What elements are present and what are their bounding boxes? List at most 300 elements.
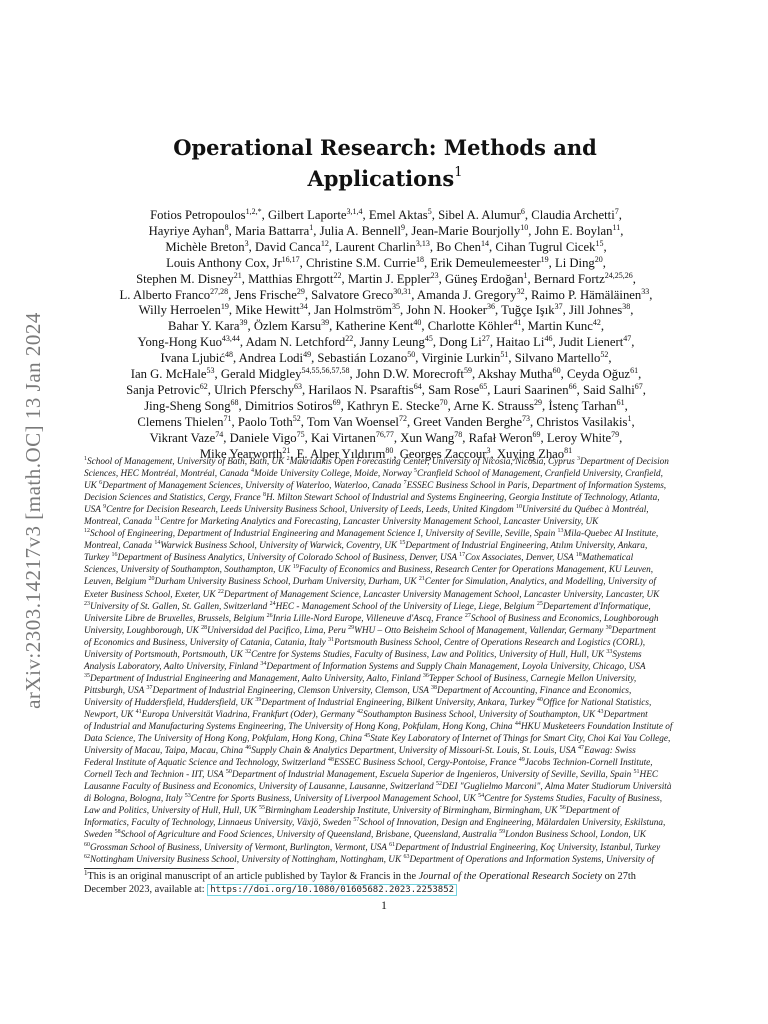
author-name: , Laurent Charlin [328,239,416,254]
author-affiliation-marker: 80 [385,445,394,455]
author-name: , Martin Kunc [521,319,593,334]
affiliation-text: Cox Associates, Denver, USA [465,553,576,564]
affiliation-text: Centre for Decision Research, Leeds University Business School, University of Leeds, Leeds, United Kingdom [106,505,516,516]
affiliation-line [84,504,687,516]
author-name: , Greet Vanden Berghe [406,414,523,429]
author-name: , Adam N. Letchford [239,335,346,350]
author-name: , Georges Zaccour [393,446,487,461]
author-name: , Haitao Li [489,335,545,350]
author-affiliation-marker: 74 [215,429,224,439]
author-affiliation-marker: 5 [427,207,432,216]
affiliation-line [84,697,687,709]
author-name: , Sebastián Lozano [311,351,408,366]
author-name: , [619,430,623,445]
affiliation-line [84,480,687,492]
affiliation-marker: 1 [84,456,87,462]
footnote-line-2 [84,883,688,897]
affiliation-text: Department of Industrial Engineering, Atılım University, Ankara, [405,541,648,552]
author-name: , Martin J. Eppler [341,271,431,286]
affiliation-line [84,781,687,793]
author-name: , [649,287,653,302]
author-affiliation-marker: 60 [552,366,561,376]
author-name: , [631,414,635,429]
author-affiliation-marker: 35 [391,302,400,312]
author-name: , [618,208,622,222]
author-name: Stephen M. Disney [136,271,234,286]
author-affiliation-marker: 65 [479,381,488,391]
arxiv-identifier [20,290,46,730]
affiliation-marker: 17 [459,552,466,559]
author-name: , Erik Demeulemeester [423,255,541,270]
author-name: , Li Ding [548,255,595,270]
author-affiliation-marker: 45 [424,334,433,344]
author-affiliation-marker: 73 [522,413,531,423]
author-name: , Matthias Ehrgott [241,271,334,286]
affiliation-text: Sciences, HEC Montréal, Montréal, Canada [84,469,251,480]
author-name: , Akshay Mutha [471,367,553,382]
author-affiliation-marker: 29 [534,397,543,407]
author-affiliation-marker: 79 [611,429,620,439]
author-affiliation-marker: 21 [282,445,291,455]
affiliation-marker: 34 [260,660,267,667]
affiliation-text: Tepper School of Business, Carnegie Mellon University, [428,673,637,684]
affiliation-marker: 12 [84,528,90,535]
affiliation-marker: 8 [262,492,266,499]
affiliation-text: Departement d'Informatique, [542,601,651,612]
author-name: , [624,398,628,413]
author-affiliation-marker: 38 [622,302,631,312]
affiliation-marker: 32 [245,648,252,655]
footnote-line-1 [84,870,688,883]
affiliation-marker: 31 [328,636,335,643]
affiliation-marker: 33 [606,648,613,655]
affiliation-text: ESSEC Business School, Cergy-Pontoise, France [333,758,519,769]
affiliation-text: Mila-Quebec AI Institute, [563,529,659,540]
author-affiliation-marker: 6 [520,207,525,216]
author-affiliation-marker: 11 [612,222,621,232]
affiliation-text: University of Portsmouth, Portsmouth, UK [84,649,246,660]
title-text: Applications [307,166,455,191]
author-name: , Katherine Kent [329,319,414,334]
author-name: , Ulrich Pferschy [207,382,295,397]
author-affiliation-marker: 63 [294,381,303,391]
author-name: , Emel Aktas [362,208,428,222]
affiliation-marker: 29 [348,624,355,631]
affiliation-line [84,817,687,829]
footnote-available: December 2023, available at: [84,884,208,895]
author-affiliation-marker: 22 [333,270,342,280]
affiliation-line [84,528,687,540]
footnote-date: on 27th [602,871,636,882]
affiliation-text: Department of Decision [580,457,669,467]
author-name: Michèle Breton [165,239,245,254]
affiliation-text: Department of Management Sciences, University of Waterloo, Waterloo, Canada [102,481,404,492]
affiliation-marker: 42 [356,708,363,715]
affiliation-marker: 28 [201,624,208,631]
affiliation-text: School of Management, University of Bath, Bath, UK [87,457,287,467]
author-affiliation-marker: 27,28 [210,286,229,296]
author-name: , Paolo Toth [231,414,293,429]
affiliation-line [84,673,687,685]
author-affiliation-marker: 49 [303,350,312,360]
affiliation-text: Department of Industrial Engineering, Clemson University, Clemson, USA [152,685,432,696]
affiliation-text: Cranfield School of Management, Cranfield University, Cranfield, [417,469,663,480]
author-line [78,319,694,335]
author-affiliation-marker: 14 [481,238,490,248]
affiliation-line [84,564,687,576]
author-affiliation-marker: 39 [321,318,330,328]
affiliation-text: Analysis Laboratory, Aalto University, Finland [84,661,261,672]
author-name: , [630,303,634,318]
affiliation-line [84,661,687,673]
affiliation-text: Inria Lille-Nord Europe, Villeneuve d'Ascq, France [272,613,465,624]
author-affiliation-marker: 76,77 [375,429,394,439]
affiliation-text: Montreal, Canada [84,517,155,528]
author-name: , Sam Rose [421,382,480,397]
affiliation-marker: 23 [84,600,90,607]
affiliation-text: State Key Laboratory of Internet of Things for Smart City, Choi Kai Yau College, [370,734,671,745]
affiliation-text: Centre for Systems Studies, Faculty of Business, [484,794,663,805]
author-affiliation-marker: 67 [634,381,643,391]
affiliation-text: Center for Simulation, Analytics, and Modelling, University of [424,577,656,588]
author-affiliation-marker: 68 [230,397,239,407]
affiliation-line [84,829,687,841]
affiliation-marker: 13 [557,528,564,535]
affiliation-marker: 37 [146,684,153,691]
affiliation-text: Jacobs Technion-Cornell Institute, [524,758,653,769]
affiliation-text: Department of Operations and Information Systems, University of [409,854,655,865]
author-name: , Silvano Martello [508,351,601,366]
author-name: Hayriye Ayhan [148,223,225,238]
author-name: , Harilaos N. Psaraftis [302,382,414,397]
journal-name: Journal of the Operational Research Society [418,871,603,882]
author-line [78,224,694,240]
author-name: Sanja Petrovic [126,382,200,397]
author-affiliation-marker: 24,25,26 [604,270,633,280]
affiliation-marker: 6 [99,480,103,487]
affiliation-marker: 45 [364,733,371,740]
affiliation-text: Decision Sciences and Statistics, Cergy, France [84,493,263,504]
author-name: Willy Herroelen [138,303,221,318]
affiliation-text: Newport, UK [84,709,136,720]
author-name: , Andrea Lodi [232,351,304,366]
author-list [78,208,694,463]
affiliation-marker: 25 [536,600,543,607]
author-name: Mike Yearworth [199,446,283,461]
author-affiliation-marker: 59 [463,366,472,376]
author-affiliation-marker: 61 [616,397,625,407]
affiliation-marker: 56 [559,805,566,812]
author-affiliation-marker: 81 [564,445,573,455]
affiliation-text: Birmingham Leadership Institute, University of Birmingham, Birmingham, UK [264,806,560,817]
affiliation-marker: 47 [578,745,585,752]
author-affiliation-marker: 1,2,* [245,207,262,216]
affiliation-line [84,649,687,661]
author-name: , Kai Virtanen [304,430,376,445]
author-name: , [608,351,612,366]
author-affiliation-marker: 1 [627,413,632,423]
affiliation-marker: 35 [84,672,90,679]
affiliation-text: Office for National Statistics, [542,697,652,708]
author-name: , Daniele Vigo [223,430,297,445]
author-line [78,303,694,319]
affiliation-text: Department of [565,806,620,817]
author-name: , Kathryn E. Stecke [340,398,440,413]
author-name: , Özlem Karsu [247,319,322,334]
author-affiliation-marker: 34 [299,302,308,312]
affiliation-marker: 5 [414,468,418,475]
author-name: , Raimo P. Hämäläinen [524,287,642,302]
affiliation-line [84,468,687,480]
author-affiliation-marker: 53 [206,366,215,376]
affiliation-text: Department of Accounting, Finance and Economics, [437,685,632,696]
author-affiliation-marker: 8 [224,222,229,232]
affiliation-line [84,625,687,637]
affiliation-text: Lausanne Faculty of Business and Economics, University of Lausanne, Lausanne, Switzerland [84,782,436,793]
author-affiliation-marker: 41 [513,318,522,328]
affiliation-marker: 41 [135,708,142,715]
author-name: , Mike Hewitt [228,303,300,318]
affiliation-line [84,637,687,649]
author-name: , Jens Frische [228,287,297,302]
affiliation-marker: 55 [258,805,265,812]
author-affiliation-marker: 3,13 [415,238,430,248]
author-affiliation-marker: 71 [223,413,232,423]
affiliation-marker: 63 [403,853,410,860]
affiliation-text: School of Business and Economics, Loughborough [470,613,659,624]
affiliation-line [84,745,687,757]
author-name: , İstenç Tarhan [542,398,617,413]
affiliation-marker: 4 [251,468,254,475]
author-name: , Amanda J. Gregory [411,287,517,302]
author-name: , Rafał Weron [462,430,533,445]
author-affiliation-marker: 72 [398,413,407,423]
affiliation-text: Department of Industrial Engineering, Bilkent University, Ankara, Turkey [261,697,537,708]
affiliation-text: Department of Business Analytics, University of Colorado School of Business, Denver, USA [117,553,460,564]
affiliation-line [84,589,687,601]
affiliation-text: HKU Musketeers Foundation Institute of [520,722,673,733]
affiliation-text: Pittsburgh, USA [84,685,147,696]
affiliation-text: Université du Québec à Montréal, [521,505,649,516]
author-affiliation-marker: 52 [600,350,609,360]
affiliation-line [84,540,687,552]
author-name: , Charlotte Köhler [421,319,514,334]
affiliation-marker: 58 [114,829,121,836]
affiliation-text: School of Innovation, Design and Engineering, Mälardalen University, Eskilstuna, [359,818,666,829]
footnote-divider [84,868,234,869]
affiliation-text: Moide University College, Moide, Norway [254,469,415,480]
author-affiliation-marker: 52 [292,413,301,423]
author-name: L. Alberto Franco [119,287,211,302]
author-affiliation-marker: 39 [239,318,248,328]
arxiv-identifier-text: arXiv:2303.14217v3 [math.OC] 13 Jan 2024 [20,311,45,709]
author-affiliation-marker: 3 [244,238,249,248]
author-name: , Tom Van Woensel [300,414,399,429]
affiliation-text: Law and Politics, University of Hull, Hull, UK [84,806,259,817]
author-line [78,208,694,224]
affiliation-text: Faculty of Economics and Business, Research Center for Operations Management, KU Leuven, [298,565,654,576]
author-name: , Gilbert Laporte [261,208,347,222]
author-affiliation-marker: 64 [413,381,422,391]
affiliation-marker: 24 [269,600,276,607]
affiliation-marker: 52 [436,781,442,788]
author-affiliation-marker: 66 [568,381,577,391]
author-affiliation-marker: 75 [296,429,305,439]
affiliation-marker: 51 [633,769,640,776]
affiliation-text: Grossman School of Business, University of Vermont, Burlington, Vermont, USA [90,842,390,853]
author-name: Clemens Thielen [137,414,224,429]
affiliation-text: Department of Industrial Engineering, Koç University, Istanbul, Turkey [395,842,661,853]
author-name: , [600,319,605,334]
affiliation-line [84,516,687,528]
affiliation-text: UK [84,481,100,492]
affiliation-text: Centre for Systems Studies, Faculty of Business, Law and Politics, University of Hull, Hull, UK [251,649,607,660]
affiliation-marker: 16 [111,552,118,559]
author-affiliation-marker: 1 [523,270,528,280]
author-name: , Sibel A. Alumur [431,208,521,222]
affiliation-text: School of Engineering, Department of Industrial Engineering and Management Science I, University of Seville, Seville, Spain [90,529,558,540]
affiliation-marker: 9 [103,504,107,511]
affiliation-line [84,613,687,625]
author-affiliation-marker: 20 [594,254,603,264]
author-name: , John D.W. Morecroft [349,367,464,382]
author-name: Fotios Petropoulos [150,208,246,222]
affiliation-line [84,842,687,854]
affiliation-text: Exeter Business School, Exeter, UK [84,589,218,600]
author-affiliation-marker: 62 [199,381,208,391]
author-affiliation-marker: 30,31 [393,286,412,296]
author-affiliation-marker: 43,44 [221,334,240,344]
author-name: , Xuying Zhao [490,446,565,461]
author-name: , Cihan Tugrul Cicek [489,239,596,254]
author-affiliation-marker: 70 [439,397,448,407]
author-name: , Xun Wang [393,430,455,445]
author-affiliation-marker: 16,17 [281,254,300,264]
affiliation-line [84,793,687,805]
author-line [78,272,694,288]
affiliation-text: Montreal, Canada [84,541,155,552]
author-name: , Judit Lienert [552,335,624,350]
author-affiliation-marker: 15 [595,238,604,248]
doi-link[interactable]: https://doi.org/10.1080/01605682.2023.2253852 [207,884,457,896]
author-name: , [602,255,606,270]
affiliation-marker: 27 [464,612,471,619]
affiliation-text: Department of Information Systems and Supply Chain Management, Loyola University, Chicago, USA [266,661,646,672]
affiliation-marker: 61 [389,841,396,848]
affiliation-text: WHU – Otto Beisheim School of Management, Vallendar, Germany [354,625,606,636]
affiliation-marker: 49 [518,757,525,764]
affiliation-text: USA [84,505,104,516]
author-affiliation-marker: 22 [345,334,354,344]
affiliation-text: Department [603,709,648,720]
author-affiliation-marker: 18 [415,254,424,264]
affiliation-marker: 26 [266,612,273,619]
footnote-mark: 1 [84,869,88,877]
affiliation-marker: 60 [84,841,90,848]
affiliation-marker: 14 [154,540,161,547]
affiliation-text: Data Science, The University of Hong Kong, Pokfulam, Hong Kong, China [84,734,365,745]
affiliation-marker: 57 [353,817,360,824]
affiliation-text: Europa Universität Viadrina, Frankfurt (Oder), Germany [141,709,357,720]
title-line-2 [90,163,680,194]
author-affiliation-marker: 1 [309,222,314,232]
author-name: , Virginie Lurkin [415,351,501,366]
affiliation-line [84,456,687,468]
author-affiliation-marker: 48 [224,350,233,360]
author-affiliation-marker: 3 [486,445,491,455]
title-footnote-mark: 1 [454,165,463,180]
affiliation-text: School of Agriculture and Food Sciences, University of Queensland, Brisbane, Queensland, Australia [120,830,500,841]
author-affiliation-marker: 27 [481,334,490,344]
author-affiliation-marker: 78 [454,429,463,439]
author-name: , John E. Boylan [528,223,613,238]
author-line [78,399,694,415]
affiliation-text: Centre for Marketing Analytics and Forecasting, Lancaster University Management School, Lancaster University, UK [160,517,599,528]
affiliation-marker: 40 [536,696,543,703]
author-name: Bahar Y. Kara [167,319,240,334]
author-name: , Claudia Archetti [524,208,615,222]
affiliation-text: of Economics and Business, University of Catania, Catania, Italy [84,637,329,648]
author-affiliation-marker: 12 [320,238,329,248]
author-name: , Jan Holmström [307,303,392,318]
affiliation-text: Durham University Business School, Durham University, Durham, UK [154,577,419,588]
affiliation-line [84,854,687,866]
author-affiliation-marker: 42 [592,318,601,328]
affiliation-text: London Business School, London, UK [505,830,646,841]
author-affiliation-marker: 29 [296,286,305,296]
author-name: Vikrant Vaze [149,430,216,445]
author-name: Jing-Sheng Song [144,398,231,413]
author-name: , Maria Battarra [228,223,310,238]
author-affiliation-marker: 19 [220,302,229,312]
author-affiliation-marker: 69 [532,429,541,439]
page-number: 1 [381,900,387,912]
author-name: , [603,239,607,254]
affiliation-line [84,769,687,781]
affiliation-text: Nottingham University Business School, University of Nottingham, Nottingham, UK [90,854,404,865]
author-name: , Jill Johnes [562,303,623,318]
affiliation-marker: 19 [292,564,299,571]
author-name: , [632,271,636,286]
affiliation-marker: 59 [499,829,506,836]
author-affiliation-marker: 50 [407,350,416,360]
affiliation-marker: 10 [515,504,522,511]
affiliation-marker: 11 [154,516,161,523]
affiliation-text: HEC - Management School of the University of Liege, Liege, Belgium [275,601,537,612]
affiliation-text: ESSEC Business School in Paris, Department of Information Systems, [406,481,667,492]
affiliation-text: Eawag: Swiss [584,746,636,757]
affiliation-marker: 18 [575,552,582,559]
author-name: , E. Alper Yıldırım [290,446,386,461]
affiliation-text: Universite Libre de Bruxelles, Brussels, Belgium [84,613,267,624]
affiliation-text: Supply Chain & Analytics Department, University of Missouri-St. Louis, St. Louis, USA [251,746,579,757]
author-name: , Dimitrios Sotiros [238,398,333,413]
author-name: , Christos Vasilakis [530,414,628,429]
author-affiliation-marker: 37 [554,302,563,312]
author-name: Ian G. McHale [130,367,207,382]
author-line [78,335,694,351]
author-name: , Bernard Fortz [527,271,605,286]
affiliation-text: HEC [639,770,659,781]
author-name: , John N. Hooker [399,303,488,318]
affiliation-text: Leuven, Belgium [84,577,149,588]
affiliation-text: di Bologna, Bologna, Italy [84,794,185,805]
author-affiliation-marker: 33 [641,286,650,296]
author-name: , David Canca [248,239,321,254]
affiliation-text: Systems [612,649,642,660]
author-affiliation-marker: 32 [516,286,525,296]
affiliation-marker: 39 [255,696,262,703]
